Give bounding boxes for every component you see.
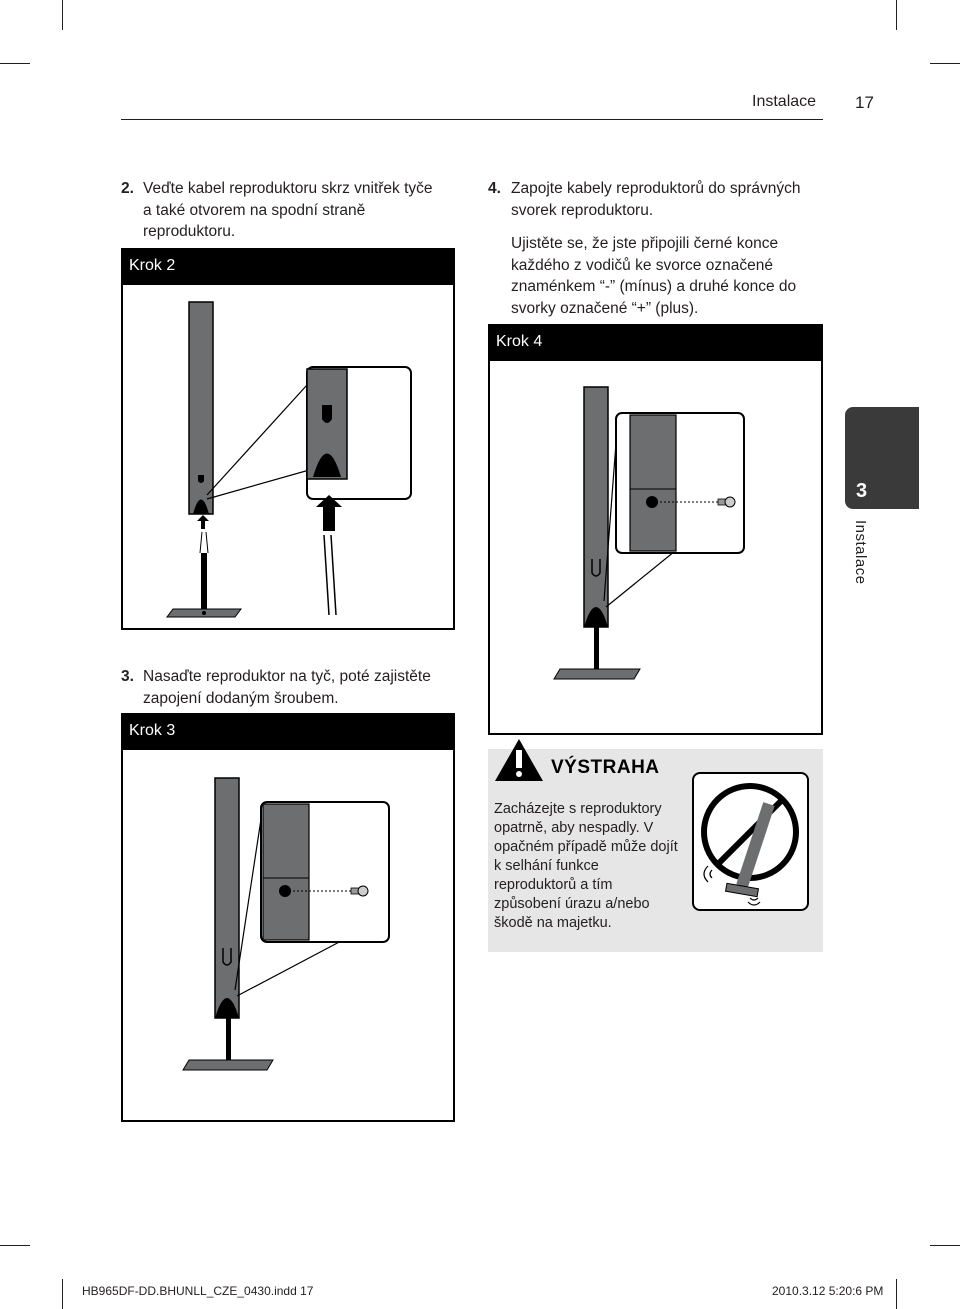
header-divider [121, 119, 823, 120]
speaker-terminal-illustration [490, 361, 821, 733]
no-falling-speaker-icon [694, 774, 807, 909]
step-2-text: Veďte kabel reproduktoru skrz vnitřek tyče a také otvorem na spodní straně reproduktoru. [143, 180, 433, 240]
page-number: 17 [855, 93, 874, 112]
crop-mark [896, 1279, 897, 1309]
step-3-text: Nasaďte reproduktor na tyč, poté zajistěte zapojení dodaným šroubem. [143, 668, 431, 707]
footer-filename: HB965DF-DD.BHUNLL_CZE_0430.indd 17 [82, 1284, 314, 1298]
warning-text: Zacházejte s reproduktory opatrně, aby nespadly. V opačném případě může dojít k selhání funkce reproduktorů a tím způsobení úrazu a/nebo škodě na majetku. [494, 801, 678, 931]
warning-title: VÝSTRAHA [551, 757, 660, 778]
crop-mark [930, 63, 960, 64]
krok-4-illustration [488, 359, 823, 735]
warning-illustration [692, 772, 809, 911]
warning-triangle-icon [493, 737, 545, 783]
speaker-screw-illustration [123, 750, 453, 1120]
footer-timestamp: 2010.3.12 5:20:6 PM [772, 1284, 884, 1298]
krok-4-bar: Krok 4 [488, 324, 823, 360]
crop-mark [896, 0, 897, 30]
chapter-label: Instalace [852, 520, 869, 585]
krok-3-illustration [121, 748, 455, 1122]
krok-2-illustration [121, 283, 455, 630]
step-3-number: 3. [121, 668, 134, 685]
crop-mark [930, 1245, 960, 1246]
crop-mark [0, 1245, 30, 1246]
crop-mark [62, 0, 63, 30]
crop-mark [0, 63, 30, 64]
running-header-section: Instalace [752, 93, 817, 110]
krok-3-bar: Krok 3 [121, 713, 455, 749]
step-2-number: 2. [121, 180, 134, 197]
step-4-note: Ujistěte se, že jste připojili černé konce každého z vodičů ke svorce označené znaménkem “-” (mínus) a druhé konce do svorky označené “+” (plus). [511, 235, 797, 317]
krok-2-bar: Krok 2 [121, 248, 455, 284]
chapter-number: 3 [856, 480, 868, 502]
crop-mark [62, 1279, 63, 1309]
speaker-cable-illustration [123, 285, 453, 628]
step-4-number: 4. [488, 180, 501, 197]
step-4-text: Zapojte kabely reproduktorů do správných svorek reproduktoru. [511, 180, 801, 219]
